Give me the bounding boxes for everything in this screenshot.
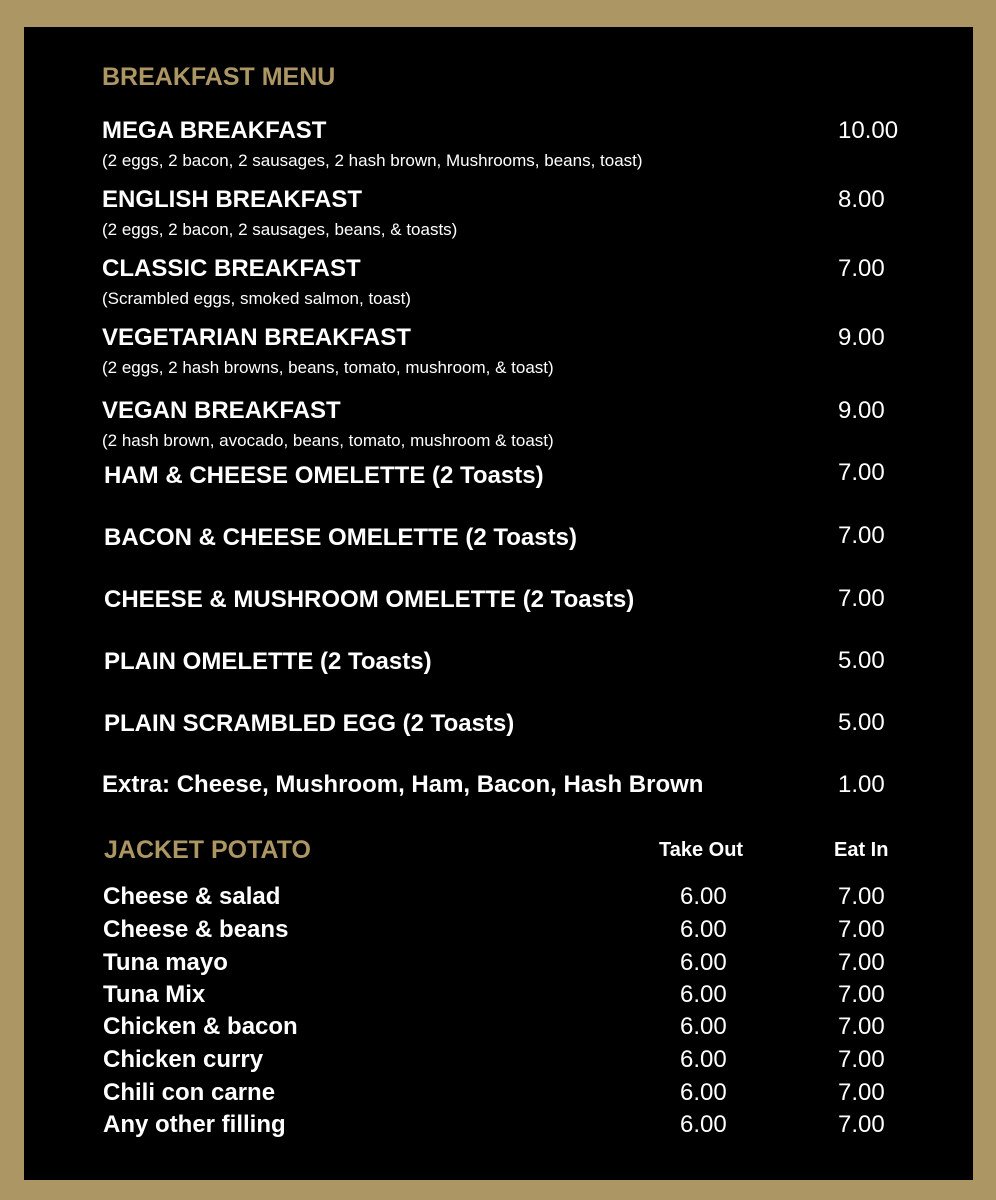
take-out-price: 6.00	[680, 883, 727, 910]
menu-item-price: 1.00	[838, 771, 885, 798]
jacket-potato-row: Chili con carne	[103, 1079, 276, 1106]
take-out-price: 6.00	[680, 1013, 727, 1040]
menu-item-name: CHEESE & MUSHROOM OMELETTE (2 Toasts)	[104, 586, 635, 613]
menu-item-description: (2 eggs, 2 bacon, 2 sausages, beans, & toasts)	[102, 220, 458, 239]
menu-item-description: (Scrambled eggs, smoked salmon, toast)	[102, 289, 411, 308]
menu-item-name: PLAIN OMELETTE (2 Toasts)	[104, 648, 432, 675]
eat-in-price: 7.00	[838, 883, 885, 910]
menu-item-price: 8.00	[838, 186, 885, 213]
eat-in-price: 7.00	[838, 1046, 885, 1073]
menu-item-name: VEGAN BREAKFAST	[102, 397, 341, 424]
menu-item-name: HAM & CHEESE OMELETTE (2 Toasts)	[104, 462, 544, 489]
take-out-price: 6.00	[680, 949, 727, 976]
menu-item-name: VEGETARIAN BREAKFAST	[102, 324, 411, 351]
menu-item-price: 9.00	[838, 397, 885, 424]
breakfast-menu-title: BREAKFAST MENU	[102, 63, 336, 91]
jacket-potato-row: Cheese & beans	[103, 916, 289, 943]
menu-item-description: (2 hash brown, avocado, beans, tomato, mushroom & toast)	[102, 431, 554, 450]
menu-extras: Extra: Cheese, Mushroom, Ham, Bacon, Hash Brown	[102, 771, 704, 798]
menu-item-price: 7.00	[838, 459, 885, 486]
menu-item-description: (2 eggs, 2 hash browns, beans, tomato, mushroom, & toast)	[102, 358, 554, 377]
eat-in-price: 7.00	[838, 949, 885, 976]
jacket-potato-row: Any other filling	[103, 1111, 286, 1138]
menu-item-name: CLASSIC BREAKFAST	[102, 255, 361, 282]
menu-item-price: 7.00	[838, 255, 885, 282]
menu-item-price: 5.00	[838, 647, 885, 674]
take-out-price: 6.00	[680, 1111, 727, 1138]
eat-in-price: 7.00	[838, 916, 885, 943]
menu-item-price: 5.00	[838, 709, 885, 736]
take-out-price: 6.00	[680, 916, 727, 943]
take-out-price: 6.00	[680, 1079, 727, 1106]
menu-item-price: 10.00	[838, 117, 899, 144]
jacket-potato-row: Chicken & bacon	[103, 1013, 298, 1040]
jacket-potato-row: Chicken curry	[103, 1046, 264, 1073]
menu-item-description: (2 eggs, 2 bacon, 2 sausages, 2 hash brown, Mushrooms, beans, toast)	[102, 151, 643, 170]
eat-in-price: 7.00	[838, 1013, 885, 1040]
menu-board	[24, 27, 973, 1180]
menu-item-name: BACON & CHEESE OMELETTE (2 Toasts)	[104, 524, 577, 551]
eat-in-price: 7.00	[838, 981, 885, 1008]
eat-in-price: 7.00	[838, 1079, 885, 1106]
take-out-price: 6.00	[680, 981, 727, 1008]
menu-item-name: ENGLISH BREAKFAST	[102, 186, 363, 213]
menu-item-name: MEGA BREAKFAST	[102, 117, 327, 144]
menu-item-name: PLAIN SCRAMBLED EGG (2 Toasts)	[104, 710, 515, 737]
menu-item-price: 7.00	[838, 522, 885, 549]
take-out-price: 6.00	[680, 1046, 727, 1073]
column-header-take-out: Take Out	[659, 839, 744, 861]
jacket-potato-row: Tuna Mix	[103, 981, 206, 1008]
jacket-potato-row: Tuna mayo	[103, 949, 228, 976]
menu-item-price: 9.00	[838, 324, 885, 351]
jacket-potato-row: Cheese & salad	[103, 883, 281, 910]
column-header-eat-in: Eat In	[834, 839, 889, 861]
jacket-potato-title: JACKET POTATO	[104, 836, 311, 864]
menu-item-price: 7.00	[838, 585, 885, 612]
eat-in-price: 7.00	[838, 1111, 885, 1138]
